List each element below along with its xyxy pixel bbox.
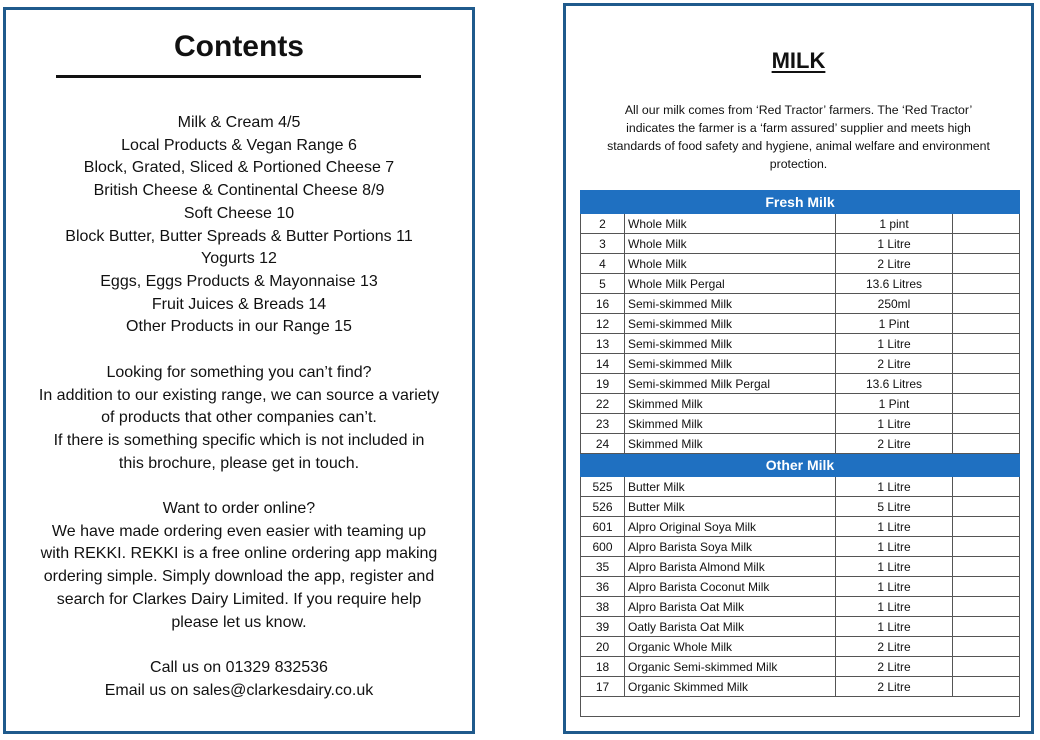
table-row bbox=[581, 214, 1020, 234]
empty-cell bbox=[953, 597, 1020, 617]
paragraph-line: Want to order online? bbox=[162, 500, 316, 517]
product-name: Semi-skimmed Milk Pergal bbox=[625, 374, 836, 394]
paragraph-line: search for Clarkes Dairy Limited. If you require help bbox=[56, 590, 422, 608]
product-code: 12 bbox=[581, 314, 625, 334]
empty-cell bbox=[953, 314, 1020, 334]
product-name: Alpro Barista Oat Milk bbox=[625, 597, 836, 617]
empty-cell bbox=[953, 434, 1020, 454]
table-row bbox=[581, 477, 1020, 497]
product-name: Oatly Barista Oat Milk bbox=[625, 617, 836, 637]
product-name: Butter Milk bbox=[625, 477, 836, 497]
product-size: 1 Litre bbox=[836, 517, 953, 537]
product-size: 1 Litre bbox=[836, 477, 953, 497]
product-code: 36 bbox=[581, 577, 625, 597]
product-size: 13.6 Litres bbox=[836, 374, 953, 394]
paragraph-line: In addition to our existing range, we can source a variety bbox=[38, 386, 440, 404]
table-row bbox=[581, 497, 1020, 517]
toc-item: Block Butter, Butter Spreads & Butter Portions 11 bbox=[65, 227, 413, 245]
toc-item: Yogurts 12 bbox=[201, 250, 277, 268]
product-size: 250ml bbox=[836, 294, 953, 314]
product-code: 5 bbox=[581, 274, 625, 294]
product-size: 1 pint bbox=[836, 214, 953, 234]
product-code: 38 bbox=[581, 597, 625, 617]
product-name: Semi-skimmed Milk bbox=[625, 294, 836, 314]
contact-info bbox=[12, 657, 466, 702]
table-row bbox=[581, 637, 1020, 657]
product-code: 19 bbox=[581, 374, 625, 394]
empty-cell bbox=[953, 254, 1020, 274]
product-name: Organic Whole Milk bbox=[625, 637, 836, 657]
product-name: Whole Milk bbox=[625, 214, 836, 234]
table-row bbox=[581, 394, 1020, 414]
paragraph-line: If there is something specific which is not included in bbox=[53, 432, 425, 450]
table-row bbox=[581, 334, 1020, 354]
product-code: 17 bbox=[581, 677, 625, 697]
empty-cell bbox=[953, 637, 1020, 657]
product-code: 14 bbox=[581, 354, 625, 374]
intro-line: standards of food safety and hygiene, animal welfare and environment bbox=[607, 139, 990, 153]
toc-item: Milk & Cream 4/5 bbox=[177, 114, 301, 131]
product-size: 1 Litre bbox=[836, 597, 953, 617]
product-name: Skimmed Milk bbox=[625, 434, 836, 454]
product-size: 1 Litre bbox=[836, 414, 953, 434]
intro-line: protection. bbox=[769, 157, 828, 171]
product-code: 39 bbox=[581, 617, 625, 637]
empty-cell bbox=[953, 477, 1020, 497]
empty-cell bbox=[953, 617, 1020, 637]
table-row bbox=[581, 434, 1020, 454]
table-row bbox=[581, 294, 1020, 314]
product-code: 3 bbox=[581, 234, 625, 254]
section-header-row bbox=[581, 454, 1020, 477]
table-of-contents bbox=[12, 112, 466, 339]
product-code: 13 bbox=[581, 334, 625, 354]
product-size: 1 Pint bbox=[836, 394, 953, 414]
product-code: 20 bbox=[581, 637, 625, 657]
milk-page bbox=[563, 3, 1034, 734]
product-size: 1 Litre bbox=[836, 577, 953, 597]
product-code: 22 bbox=[581, 394, 625, 414]
product-size: 2 Litre bbox=[836, 677, 953, 697]
paragraph-line: We have made ordering even easier with teaming up bbox=[51, 522, 427, 540]
toc-item: Fruit Juices & Breads 14 bbox=[151, 295, 327, 313]
empty-cell bbox=[953, 234, 1020, 254]
table-row bbox=[581, 314, 1020, 334]
contents-page bbox=[3, 7, 475, 734]
blank-row bbox=[581, 697, 1020, 717]
milk-title: MILK bbox=[771, 48, 826, 73]
empty-cell bbox=[953, 577, 1020, 597]
table-row bbox=[581, 414, 1020, 434]
product-size: 1 Litre bbox=[836, 557, 953, 577]
empty-cell bbox=[953, 657, 1020, 677]
empty-cell bbox=[953, 294, 1020, 314]
product-size: 2 Litre bbox=[836, 434, 953, 454]
product-name: Alpro Barista Almond Milk bbox=[625, 557, 836, 577]
table-row bbox=[581, 374, 1020, 394]
empty-cell bbox=[953, 274, 1020, 294]
product-code: 600 bbox=[581, 537, 625, 557]
empty-cell bbox=[953, 517, 1020, 537]
product-name: Whole Milk bbox=[625, 234, 836, 254]
product-name: Whole Milk bbox=[625, 254, 836, 274]
toc-item: Soft Cheese 10 bbox=[183, 204, 295, 222]
product-size: 1 Litre bbox=[836, 234, 953, 254]
paragraph-line: please let us know. bbox=[171, 613, 307, 631]
toc-item: Other Products in our Range 15 bbox=[126, 318, 352, 336]
intro-line: indicates the farmer is a ‘farm assured’ supplier and meets high bbox=[626, 121, 971, 135]
milk-intro bbox=[584, 101, 1013, 173]
empty-cell bbox=[953, 677, 1020, 697]
section-header-row bbox=[581, 191, 1020, 214]
section-heading: Fresh Milk bbox=[581, 191, 1020, 214]
milk-product-table bbox=[580, 190, 1020, 717]
product-code: 525 bbox=[581, 477, 625, 497]
paragraph-line: Looking for something you can’t find? bbox=[106, 364, 372, 381]
product-size: 1 Litre bbox=[836, 617, 953, 637]
paragraph-line: of products that other companies can’t. bbox=[101, 409, 377, 427]
toc-item: Block, Grated, Sliced & Portioned Cheese 7 bbox=[83, 159, 395, 177]
empty-cell bbox=[953, 374, 1020, 394]
toc-item: Eggs, Eggs Products & Mayonnaise 13 bbox=[100, 272, 378, 290]
table-row bbox=[581, 557, 1020, 577]
email-line: Email us on sales@clarkesdairy.co.uk bbox=[104, 681, 374, 699]
product-code: 24 bbox=[581, 434, 625, 454]
product-code: 23 bbox=[581, 414, 625, 434]
table-row bbox=[581, 617, 1020, 637]
product-size: 13.6 Litres bbox=[836, 274, 953, 294]
product-name: Alpro Barista Soya Milk bbox=[625, 537, 836, 557]
product-size: 2 Litre bbox=[836, 637, 953, 657]
paragraph-line: this brochure, please get in touch. bbox=[118, 454, 360, 472]
product-name: Alpro Original Soya Milk bbox=[625, 517, 836, 537]
title-underline bbox=[56, 75, 421, 78]
product-size: 2 Litre bbox=[836, 254, 953, 274]
product-code: 35 bbox=[581, 557, 625, 577]
product-name: Semi-skimmed Milk bbox=[625, 314, 836, 334]
product-name: Semi-skimmed Milk bbox=[625, 334, 836, 354]
table-row bbox=[581, 354, 1020, 374]
product-name: Skimmed Milk bbox=[625, 394, 836, 414]
empty-cell bbox=[953, 214, 1020, 234]
product-code: 16 bbox=[581, 294, 625, 314]
contents-title: Contents bbox=[174, 30, 304, 63]
toc-item: Local Products & Vegan Range 6 bbox=[121, 136, 357, 154]
product-code: 4 bbox=[581, 254, 625, 274]
intro-line: All our milk comes from ‘Red Tractor’ farmers. The ‘Red Tractor’ bbox=[624, 103, 973, 117]
product-name: Organic Skimmed Milk bbox=[625, 677, 836, 697]
paragraph-line: ordering simple. Simply download the app, register and bbox=[43, 568, 435, 586]
table-row bbox=[581, 657, 1020, 677]
product-code: 601 bbox=[581, 517, 625, 537]
product-size: 2 Litre bbox=[836, 657, 953, 677]
empty-cell bbox=[953, 394, 1020, 414]
empty-cell bbox=[953, 414, 1020, 434]
sourcing-paragraph bbox=[12, 362, 466, 476]
product-name: Organic Semi-skimmed Milk bbox=[625, 657, 836, 677]
product-name: Skimmed Milk bbox=[625, 414, 836, 434]
phone-line: Call us on 01329 832536 bbox=[150, 659, 328, 676]
table-row bbox=[581, 234, 1020, 254]
paragraph-line: with REKKI. REKKI is a free online ordering app making bbox=[40, 545, 438, 563]
empty-cell bbox=[953, 497, 1020, 517]
empty-cell bbox=[953, 354, 1020, 374]
table-row bbox=[581, 577, 1020, 597]
online-ordering-paragraph bbox=[12, 498, 466, 634]
toc-item: British Cheese & Continental Cheese 8/9 bbox=[93, 182, 385, 200]
product-name: Whole Milk Pergal bbox=[625, 274, 836, 294]
product-name: Semi-skimmed Milk bbox=[625, 354, 836, 374]
product-code: 2 bbox=[581, 214, 625, 234]
product-size: 1 Litre bbox=[836, 537, 953, 557]
section-heading: Other Milk bbox=[581, 454, 1020, 477]
empty-cell bbox=[953, 334, 1020, 354]
product-size: 5 Litre bbox=[836, 497, 953, 517]
empty-cell bbox=[953, 537, 1020, 557]
table-row bbox=[581, 517, 1020, 537]
product-size: 1 Pint bbox=[836, 314, 953, 334]
table-row bbox=[581, 597, 1020, 617]
empty-cell bbox=[953, 557, 1020, 577]
product-code: 526 bbox=[581, 497, 625, 517]
table-row bbox=[581, 254, 1020, 274]
product-size: 1 Litre bbox=[836, 334, 953, 354]
table-row bbox=[581, 677, 1020, 697]
table-row bbox=[581, 274, 1020, 294]
blank-cell bbox=[581, 697, 1020, 717]
product-size: 2 Litre bbox=[836, 354, 953, 374]
product-name: Butter Milk bbox=[625, 497, 836, 517]
table-row bbox=[581, 537, 1020, 557]
product-code: 18 bbox=[581, 657, 625, 677]
product-name: Alpro Barista Coconut Milk bbox=[625, 577, 836, 597]
